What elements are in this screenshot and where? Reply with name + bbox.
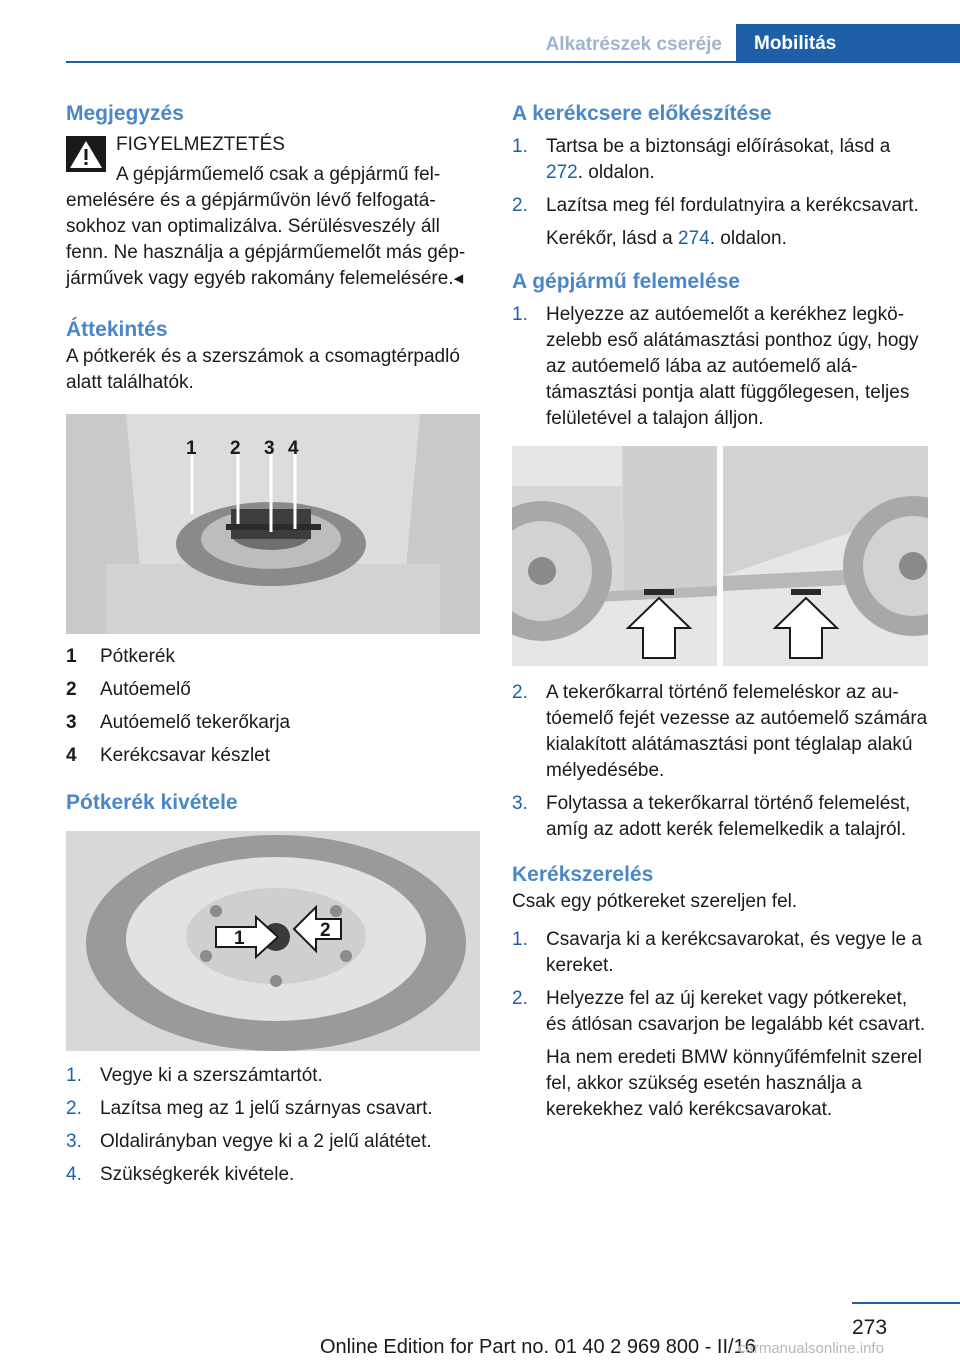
list-item: 2. Lazítsa meg fél fordulatnyira a kerékcsavart. Kerékőr, lásd a 274. oldalon. bbox=[512, 193, 932, 252]
trunk-legend bbox=[66, 644, 480, 769]
list-item: 1. Vegye ki a szerszámtartót. bbox=[66, 1065, 323, 1086]
footer-rule bbox=[852, 1302, 960, 1304]
trunk-tools-image bbox=[66, 414, 480, 634]
right-column bbox=[512, 100, 932, 1130]
list-item: 2. Lazítsa meg az 1 jelű szárnyas csavart. bbox=[66, 1098, 433, 1119]
removal-steps bbox=[66, 1063, 480, 1188]
page-number: 273 bbox=[852, 1316, 888, 1339]
legend-item: 1 Pótkerék bbox=[66, 646, 175, 667]
spare-wheel-image bbox=[66, 831, 480, 1051]
removal-heading: Pótkerék kivétele bbox=[66, 791, 238, 814]
watermark: carmanualsonline.info bbox=[738, 1340, 884, 1357]
list-item: 1. Tartsa be a biztonsági előírásokat, lásd a 272. oldalon. bbox=[512, 136, 891, 183]
mount-heading: Kerékszerelés bbox=[512, 863, 654, 886]
wheel-label-2: 2 bbox=[320, 920, 331, 941]
wheel-label-1: 1 bbox=[234, 928, 245, 949]
header-section-title: Alkatrészek cseréje bbox=[545, 34, 722, 55]
page-link-274[interactable]: 274 bbox=[678, 228, 710, 249]
mount-steps bbox=[512, 927, 932, 1123]
warning-block bbox=[66, 128, 480, 292]
legend-item: 2 Autóemelő bbox=[66, 679, 191, 700]
legend-item: 3 Autóemelő tekerőkarja bbox=[66, 712, 291, 733]
header-chapter-tab: Mobilitás bbox=[736, 24, 960, 63]
trunk-label-3: 3 bbox=[264, 438, 275, 459]
lift-step-1 bbox=[512, 302, 932, 432]
lift-heading: A gépjármű felemelése bbox=[512, 270, 740, 293]
jack-point-rear bbox=[723, 446, 928, 666]
left-column bbox=[66, 100, 480, 1195]
list-item: 4. Szükségkerék kivétele. bbox=[66, 1164, 295, 1185]
mount-sub-text: Ha nem eredeti BMW könnyűfémfelnit szerel fel, akkor szükség esetén használja a kerekekhez való kerékcsavarokat. bbox=[546, 1047, 922, 1120]
overview-heading: Áttekintés bbox=[66, 318, 168, 341]
trunk-label-4: 4 bbox=[288, 438, 299, 459]
jack-points-image bbox=[512, 446, 928, 666]
list-item: 3. Oldalirányban vegye ki a 2 jelű alátétet. bbox=[66, 1131, 432, 1152]
prep-heading: A kerékcsere előkészítése bbox=[512, 102, 772, 125]
list-item: 2. Helyezze fel az új kereket vagy pótkereket, és átlósan csavarjon be legalább két csavart. Ha nem eredeti BMW könnyűfémfelnit szerel fel, akkor szükség esetén használja a kerekekhez való kerékcsavarokat. bbox=[512, 986, 932, 1123]
trunk-label-2: 2 bbox=[230, 438, 241, 459]
note-heading: Megjegyzés bbox=[66, 102, 184, 125]
header-rule bbox=[66, 61, 960, 63]
lift-steps bbox=[512, 680, 932, 843]
trunk-label-1: 1 bbox=[186, 438, 197, 459]
prep-sub-text: Kerékőr, lásd a 274. oldalon. bbox=[546, 228, 787, 249]
legend-item: 4 Kerékcsavar készlet bbox=[66, 745, 271, 766]
list-item: 2. A tekerőkarral történő felemeléskor az autóemelő fejét vezesse az autóemelő számára kialakított alátámasztási pont téglalap alakú mélyedésébe. bbox=[512, 682, 928, 781]
list-item: 3. Folytassa a tekerőkarral történő felemelést, amíg az adott kerék felemelkedik a talajról. bbox=[512, 793, 911, 840]
jack-point-front bbox=[512, 446, 717, 666]
list-item: 1. Helyezze az autóemelőt a kerékhez legközelebb eső alátámasztási ponthoz úgy, hogy az autóemelő lába az autóemelő alátámasztási pontja alatt függőlegesen, teljes felületével a talajon álljon. bbox=[512, 304, 919, 429]
edition-text: Online Edition for Part no. 01 40 2 969 800 - II/16 bbox=[320, 1336, 756, 1358]
mount-text: Csak egy pótkereket szereljen fel. bbox=[512, 891, 798, 912]
warning-triangle-icon bbox=[66, 136, 106, 172]
warning-text: A gépjárműemelő csak a gépjármű felemelésére és a gépjárművön lévő felfogatásokhoz van optimalizálva. Sérülésveszély áll fenn. Ne használja a gépjárműemelőt más gépjárművek vagy egyéb rakomány felemelésére.◂ bbox=[66, 164, 466, 289]
warning-title: FIGYELMEZTETÉS bbox=[116, 134, 285, 155]
page-link-272[interactable]: 272 bbox=[546, 162, 578, 183]
overview-text: A pótkerék és a szerszámok a csomagtérpadló alatt találhatók. bbox=[66, 346, 460, 393]
prep-steps bbox=[512, 134, 932, 252]
list-item: 1. Csavarja ki a kerékcsavarokat, és vegye le a kereket. bbox=[512, 929, 922, 976]
